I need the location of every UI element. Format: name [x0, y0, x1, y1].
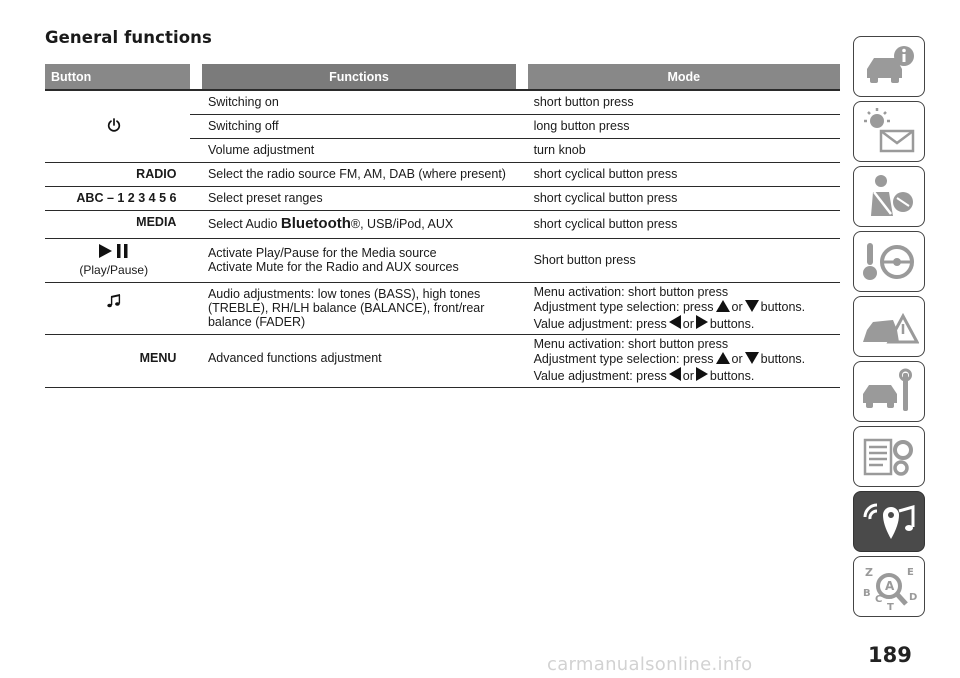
table-row — [45, 211, 840, 239]
tab-emergency[interactable] — [853, 296, 925, 357]
tab-getting-to-know-car[interactable] — [853, 36, 925, 97]
svg-text:D: D — [909, 591, 918, 603]
audio-button-cell — [45, 283, 190, 335]
page-title: General functions — [45, 28, 212, 47]
function-play-pause: Activate Play/Pause for the Media source Activate Mute for the Radio and AUX sources — [202, 239, 516, 283]
table-row — [45, 283, 840, 335]
mode-media: short cyclical button press — [528, 211, 840, 239]
tab-technical-data[interactable] — [853, 426, 925, 487]
right-arrow-icon — [696, 367, 708, 381]
steering-wheel-key-icon — [859, 237, 919, 287]
svg-text:A: A — [885, 578, 895, 593]
function-radio: Select the radio source FM, AM, DAB (where present) — [202, 163, 516, 187]
mode-switching-off: long button press — [528, 115, 840, 139]
tab-index[interactable] — [853, 556, 925, 617]
mode-switching-on: short button press — [528, 90, 840, 115]
table-row — [45, 163, 840, 187]
watermark: carmanualsonline.info — [547, 654, 753, 675]
power-icon — [106, 117, 122, 133]
tab-warning-lights[interactable] — [853, 101, 925, 162]
mode-radio: short cyclical button press — [528, 163, 840, 187]
seatbelt-airbag-icon — [859, 172, 919, 222]
mode-volume: turn knob — [528, 139, 840, 163]
table-row — [45, 90, 840, 115]
table-header-row — [45, 64, 840, 90]
svg-text:C: C — [875, 593, 883, 605]
function-menu: Advanced functions adjustment — [202, 335, 516, 387]
play-pause-icon — [97, 244, 131, 258]
table-row — [45, 335, 840, 387]
preset-buttons-label: ABC – 1 2 3 4 5 6 — [45, 187, 190, 211]
car-emergency-icon — [859, 302, 919, 352]
svg-text:E: E — [907, 566, 914, 578]
car-maintenance-wrench-icon — [859, 367, 919, 417]
chapter-sidebar — [853, 36, 927, 621]
bluetooth-brand: Bluetooth — [280, 215, 351, 233]
tab-starting-driving[interactable] — [853, 231, 925, 292]
car-info-icon — [859, 42, 919, 92]
function-volume: Volume adjustment — [202, 139, 516, 163]
header-button: Button — [45, 64, 190, 90]
page-number: 189 — [868, 643, 912, 667]
mode-play-pause: Short button press — [528, 239, 840, 283]
down-arrow-icon — [745, 352, 759, 364]
down-arrow-icon — [745, 300, 759, 312]
mode-audio: Menu activation: short button press Adjustment type selection: press or buttons. Value adjustment: press or buttons. — [528, 283, 840, 335]
warning-light-message-icon — [859, 107, 919, 157]
function-presets: Select preset ranges — [202, 187, 516, 211]
technical-data-gears-icon — [859, 432, 919, 482]
menu-button-label: MENU — [45, 335, 190, 387]
svg-text:T: T — [887, 601, 894, 612]
left-arrow-icon — [669, 315, 681, 329]
left-arrow-icon — [669, 367, 681, 381]
header-mode: Mode — [528, 64, 840, 90]
svg-text:Z: Z — [865, 565, 873, 579]
right-arrow-icon — [696, 315, 708, 329]
mode-menu: Menu activation: short button press Adjustment type selection: press or buttons. Value adjustment: press or buttons. — [528, 335, 840, 387]
svg-text:B: B — [863, 587, 871, 599]
tab-maintenance[interactable] — [853, 361, 925, 422]
multimedia-music-nav-icon — [859, 497, 919, 547]
power-button-cell — [45, 90, 190, 163]
function-switching-on: Switching on — [202, 90, 516, 115]
up-arrow-icon — [716, 300, 730, 312]
table-row — [45, 187, 840, 211]
music-note-icon — [106, 293, 122, 309]
function-switching-off: Switching off — [202, 115, 516, 139]
radio-button-label: RADIO — [45, 163, 190, 187]
header-functions: Functions — [202, 64, 516, 90]
alphabetical-index-icon — [859, 562, 919, 612]
media-button-label: MEDIA — [45, 211, 190, 239]
table-row — [45, 239, 840, 283]
play-pause-button-cell — [45, 239, 190, 283]
function-media: Select Audio Bluetooth®, USB/iPod, AUX — [202, 211, 516, 239]
up-arrow-icon — [716, 352, 730, 364]
play-pause-caption: (Play/Pause) — [79, 262, 149, 277]
function-audio: Audio adjustments: low tones (BASS), high tones (TREBLE), RH/LH balance (BALANCE), front/rear balance (FADER) — [202, 283, 516, 335]
mode-presets: short cyclical button press — [528, 187, 840, 211]
functions-table — [45, 64, 840, 388]
tab-safety[interactable] — [853, 166, 925, 227]
tab-multimedia[interactable] — [853, 491, 925, 552]
